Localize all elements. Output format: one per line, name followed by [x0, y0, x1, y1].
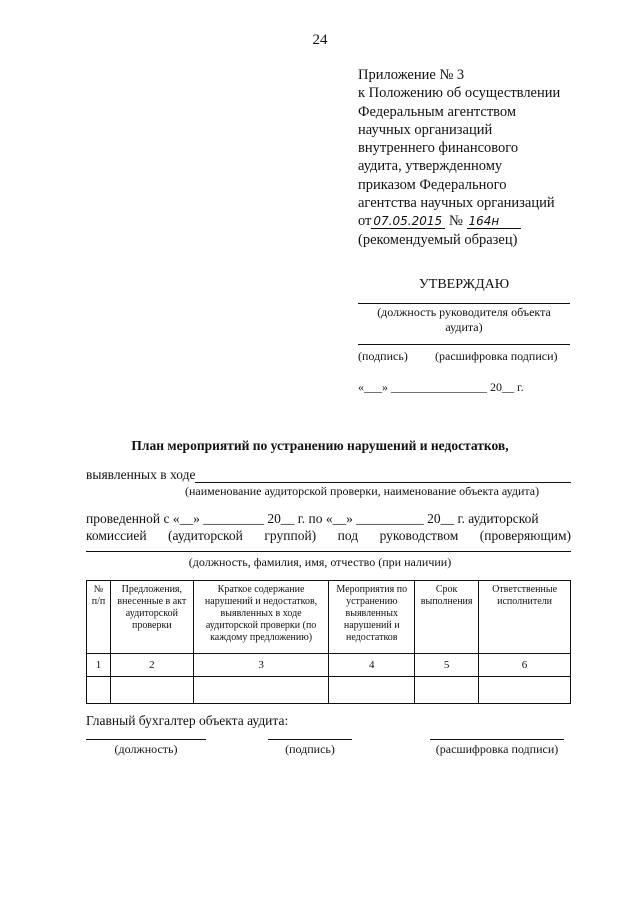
commission-word: руководством: [379, 528, 459, 543]
table-header-cell: Срок выполнения: [415, 581, 479, 654]
identified-hint: (наименование аудиторской проверки, наименование объекта аудита): [185, 484, 540, 498]
table-cell: [87, 677, 111, 704]
commission-word: (проверяющим): [479, 528, 571, 543]
commission-word: группой): [264, 528, 317, 543]
commission-word: под: [337, 528, 359, 543]
table-number-cell: 2: [110, 654, 193, 677]
period-line: проведенной с «__» _________ 20__ г. по «__» __________ 20__ г. аудиторской: [86, 511, 539, 526]
table-cell: [479, 677, 571, 704]
table-header-cell: Предложения, внесенные в акт аудиторской проверки: [110, 581, 193, 654]
approval-heading: УТВЕРЖДАЮ: [418, 277, 510, 292]
table-header-cell: № п/п: [87, 581, 111, 654]
commission-line: [86, 528, 571, 544]
table-cell: [110, 677, 193, 704]
footer-signature-line: [268, 739, 352, 740]
position-line: [358, 303, 570, 304]
appendix-line: агентства научных организаций: [358, 195, 555, 212]
footer-position-line: [86, 739, 206, 740]
table-header-row: [87, 581, 571, 654]
person-line: [86, 551, 571, 552]
table-header-cell: Мероприятия по устранению выявленных нарушений и недостатков: [329, 581, 415, 654]
chief-accountant-label: Главный бухгалтер объекта аудита:: [86, 713, 289, 728]
footer-position-hint: (должность): [114, 742, 178, 756]
measures-table: [86, 580, 571, 704]
table-number-cell: 1: [87, 654, 111, 677]
commission-word: комиссией: [86, 528, 147, 543]
signature-hint: (подпись): [358, 349, 408, 363]
sample-note: (рекомендуемый образец): [358, 231, 518, 248]
footer-signature-hint: (подпись): [285, 742, 335, 756]
plan-title: План мероприятий по устранению нарушений и недостатков,: [131, 438, 509, 453]
approval-date-line: «___» ________________ 20__ г.: [358, 380, 524, 394]
table-cell: [193, 677, 329, 704]
appendix-line: научных организаций: [358, 121, 493, 138]
appendix-line: аудита, утвержденному: [358, 158, 503, 175]
position-hint: (должность руководителя объекта аудита): [377, 305, 551, 334]
table-row: [87, 677, 571, 704]
decoding-hint: (расшифровка подписи): [435, 349, 558, 363]
table-cell: [329, 677, 415, 704]
table-header-cell: Ответственные исполнители: [479, 581, 571, 654]
signature-line: [358, 344, 570, 345]
footer-decoding-line: [430, 739, 564, 740]
person-hint: (должность, фамилия, имя, отчество (при наличии): [188, 555, 452, 569]
identified-line: [195, 482, 571, 483]
handwritten-number: 164н: [467, 215, 521, 229]
commission-word: (аудиторской: [168, 528, 243, 543]
table-cell: [415, 677, 479, 704]
table-header-cell: Краткое содержание нарушений и недостатков, выявленных в ходе аудиторской проверки (по каждому предложению): [193, 581, 329, 654]
appendix-line: приказом Федерального: [358, 176, 507, 193]
table-number-cell: 6: [479, 654, 571, 677]
date-prefix: от: [358, 213, 372, 230]
footer-decoding-hint: (расшифровка подписи): [435, 742, 559, 756]
identified-label: выявленных в ходе: [86, 467, 196, 482]
order-date-line: [358, 212, 618, 230]
number-prefix: №: [449, 213, 463, 230]
appendix-line: к Положению об осуществлении: [358, 85, 561, 102]
table-number-cell: 4: [329, 654, 415, 677]
page-number: 24: [312, 32, 328, 48]
table-number-row: [87, 654, 571, 677]
handwritten-date: 07.05.2015: [371, 215, 445, 229]
appendix-line: Приложение № 3: [358, 67, 465, 83]
appendix-line: внутреннего финансового: [358, 140, 519, 157]
table-number-cell: 3: [193, 654, 329, 677]
table-number-cell: 5: [415, 654, 479, 677]
appendix-line: Федеральным агентством: [358, 103, 517, 120]
appendix-block: [358, 66, 618, 249]
